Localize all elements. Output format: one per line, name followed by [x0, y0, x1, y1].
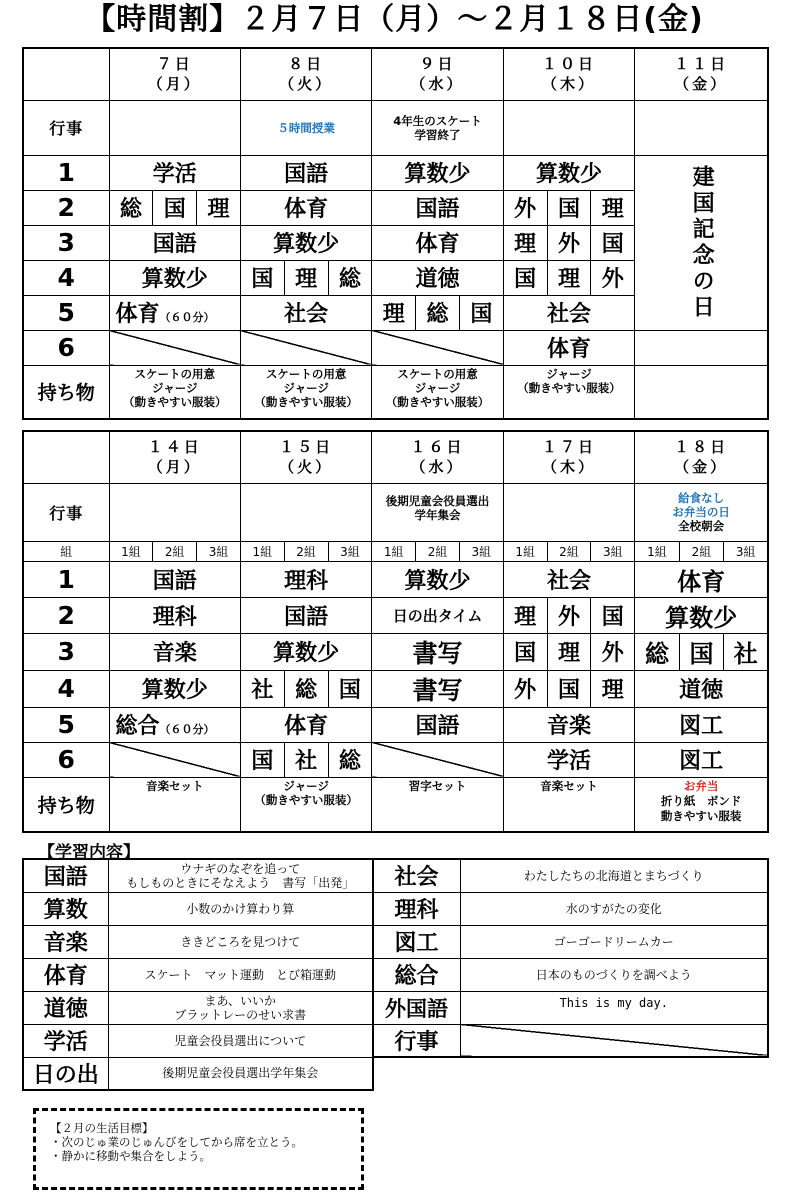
period-number: 5 [23, 295, 109, 330]
lesson-cell: 国 [153, 190, 197, 225]
lesson-cell: 総 [416, 295, 460, 330]
lesson-cell: 理 [284, 260, 328, 295]
subject-content: 後期児童会役員選出学年集会 [108, 1057, 373, 1090]
lesson-cell: 外 [591, 633, 635, 670]
lesson-cell: 理 [503, 225, 547, 260]
event-label: 行事 [23, 483, 109, 541]
subject-name: 理科 [373, 892, 461, 925]
subject-content: 児童会役員選出について [108, 1024, 373, 1057]
lesson-cell: 総 [284, 670, 328, 707]
event-cell [109, 483, 240, 541]
items-cell: スケートの用意 ジャージ （動きやすい服装） [109, 365, 240, 419]
lesson-cell: 音楽 [503, 707, 634, 742]
learning-table-left [22, 858, 374, 1091]
class-header: 3組 [459, 541, 503, 561]
lesson-cell: 社 [240, 670, 284, 707]
class-header: 2組 [547, 541, 591, 561]
lesson-cell: 社 [724, 633, 768, 670]
lesson-cell: 理 [547, 260, 591, 295]
lesson-cell: 音楽 [109, 633, 240, 670]
subject-content: 水のすがたの変化 [461, 892, 768, 925]
lesson-cell: 算数少 [503, 155, 634, 190]
subject-name: 総合 [373, 958, 461, 991]
page-title: 【時間割】２月７日（月）～２月１８日(金) [85, 2, 704, 37]
goals-title: 【２月の生活目標】 [50, 1121, 154, 1135]
lesson-cell: 体育 [240, 707, 371, 742]
lesson-cell: 社会 [503, 561, 634, 597]
lesson-cell: 総 [109, 190, 153, 225]
event-assembly: 全校朝会 [678, 519, 725, 533]
items-label: 持ち物 [23, 365, 109, 419]
lesson-cell: 学活 [503, 742, 634, 777]
period-number: 1 [23, 155, 109, 190]
period-number: 3 [23, 633, 109, 670]
subject-content: This is my day. [461, 991, 768, 1024]
lesson-cell: 国語 [240, 155, 371, 190]
event-cell: ５時間授業 [240, 100, 371, 155]
day-header: １４日 （月） [109, 431, 240, 483]
lesson-cell: 外 [503, 670, 547, 707]
lesson-cell: 社 [284, 742, 328, 777]
lesson-cell: 図工 [635, 707, 768, 742]
period-number: 1 [23, 561, 109, 597]
items-cell [635, 365, 768, 419]
period-number: 2 [23, 597, 109, 633]
lesson-cell: 外 [547, 597, 591, 633]
holiday-label: 建国記念の日 [689, 164, 715, 321]
event-cell: 後期児童会役員選出 学年集会 [372, 483, 503, 541]
subject-name: 外国語 [373, 991, 461, 1024]
lesson-cell: 国 [591, 597, 635, 633]
lesson-cell: 理 [591, 670, 635, 707]
class-header: 2組 [416, 541, 460, 561]
lesson-cell: 社会 [503, 295, 634, 330]
event-cell [503, 483, 634, 541]
lesson-cell: 道徳 [372, 260, 503, 295]
subject-name: 社会 [373, 859, 461, 892]
learning-table-right [372, 858, 769, 1058]
day-header: １５日 （火） [240, 431, 371, 483]
lesson-cell: 国 [547, 190, 591, 225]
lesson-cell: 国語 [372, 707, 503, 742]
holiday-cell [635, 155, 768, 330]
items-cell: 音楽セット [109, 777, 240, 832]
lesson-cell: 国語 [109, 225, 240, 260]
subject-content: ききどころを見つけて [108, 925, 373, 958]
lesson-cell: 国語 [240, 597, 371, 633]
subject-content: わたしたちの北海道とまちづくり [461, 859, 768, 892]
items-cell: 音楽セット [503, 777, 634, 832]
empty-slot [109, 742, 240, 777]
items-cell: ジャージ （動きやすい服装） [240, 777, 371, 832]
lesson-cell: 算数少 [240, 633, 371, 670]
lesson-cell: 理 [547, 633, 591, 670]
lesson-cell: 学活 [109, 155, 240, 190]
lesson-cell: 算数少 [240, 225, 371, 260]
class-header: 3組 [724, 541, 768, 561]
lesson-cell: 算数少 [372, 561, 503, 597]
empty-slot [372, 742, 503, 777]
subject-name: 道徳 [23, 991, 108, 1024]
event-cell [109, 100, 240, 155]
class-header: 2組 [153, 541, 197, 561]
class-label: 組 [23, 541, 109, 561]
lesson-cell: 国語 [109, 561, 240, 597]
items-cell: ジャージ （動きやすい服装） [503, 365, 634, 419]
items-lunchbox: お弁当 [683, 778, 719, 793]
goal-line: ・次のじゅ業のじゅんびをしてから席を立とう。 [50, 1135, 303, 1149]
class-header: 3組 [591, 541, 635, 561]
day-header: ９日 （水） [372, 48, 503, 100]
lesson-cell: 国 [591, 225, 635, 260]
day-header: １６日 （水） [372, 431, 503, 483]
subject-name: 行事 [373, 1024, 461, 1057]
day-header: ７日 （月） [109, 48, 240, 100]
lesson-cell: 外 [591, 260, 635, 295]
class-header: 3組 [328, 541, 372, 561]
subject-content [461, 1024, 768, 1057]
class-header: 2組 [284, 541, 328, 561]
event-cell [240, 483, 371, 541]
items-cell: スケートの用意 ジャージ （動きやすい服装） [372, 365, 503, 419]
timetable-week2 [22, 430, 769, 833]
lesson-cell: 体育 [372, 225, 503, 260]
class-header: 1組 [372, 541, 416, 561]
lesson-cell: 体育 [635, 561, 768, 597]
lesson-cell: 外 [503, 190, 547, 225]
class-header: 2組 [679, 541, 724, 561]
period-number: 2 [23, 190, 109, 225]
event-lunch-note: 給食なし お弁当の日 [672, 491, 730, 519]
lesson-cell: 体育（６０分） [109, 295, 240, 330]
lesson-cell: 算数少 [372, 155, 503, 190]
lesson-cell: 国 [240, 742, 284, 777]
items-crafts: 折り紙 ボンド 動きやすい服装 [660, 793, 742, 823]
empty-slot [240, 330, 371, 365]
items-cell [635, 777, 768, 832]
day-header: １７日 （木） [503, 431, 634, 483]
lesson-cell: 総 [328, 742, 372, 777]
lesson-cell: 総 [328, 260, 372, 295]
lesson-cell: 国 [240, 260, 284, 295]
lesson-cell: 書写 [372, 633, 503, 670]
subject-content: スケート マット運動 とび箱運動 [108, 958, 373, 991]
lesson-cell: 理 [503, 597, 547, 633]
lesson-note: （６０分） [159, 723, 215, 736]
lesson-cell: 日の出タイム [372, 597, 503, 633]
subject-name: 日の出 [23, 1057, 108, 1090]
lesson-cell: 国 [328, 670, 372, 707]
subject-content: ゴーゴードリームカー [461, 925, 768, 958]
lesson-cell: 理科 [240, 561, 371, 597]
subject-name: 学活 [23, 1024, 108, 1057]
lesson-note: （６０分） [159, 311, 215, 324]
class-header: 1組 [240, 541, 284, 561]
period-number: 6 [23, 330, 109, 365]
lesson-cell: 算数少 [109, 260, 240, 295]
lesson-cell: 理科 [109, 597, 240, 633]
lesson-cell: 書写 [372, 670, 503, 707]
event-cell [503, 100, 634, 155]
day-header: １８日 （金） [635, 431, 768, 483]
period-number: 3 [23, 225, 109, 260]
class-header: 3組 [197, 541, 241, 561]
empty-slot [635, 330, 768, 365]
lesson-cell: 体育 [503, 330, 634, 365]
timetable-week1 [22, 47, 769, 420]
subject-name: 図工 [373, 925, 461, 958]
day-header: ８日 （火） [240, 48, 371, 100]
lesson-cell: 体育 [240, 190, 371, 225]
day-header: １１日 （金） [635, 48, 768, 100]
goal-line: ・静かに移動や集合をしよう。 [50, 1149, 211, 1163]
lesson-cell: 国 [547, 670, 591, 707]
event-cell [635, 100, 768, 155]
monthly-goals-box [33, 1108, 364, 1190]
lesson-cell: 国 [679, 633, 724, 670]
period-number: 4 [23, 670, 109, 707]
subject-content: 小数のかけ算わり算 [108, 892, 373, 925]
class-header: 1組 [109, 541, 153, 561]
corner-cell [23, 48, 109, 100]
learning-label: 【学習内容】 [38, 843, 140, 863]
empty-slot [109, 330, 240, 365]
subject-name: 算数 [23, 892, 108, 925]
subject-content: まあ、いいか ブラットレーのせい求書 [108, 991, 373, 1024]
items-cell: スケートの用意 ジャージ （動きやすい服装） [240, 365, 371, 419]
items-label: 持ち物 [23, 777, 109, 832]
lesson-cell: 理 [591, 190, 635, 225]
subject-content: ウナギのなぞを追って もしものときにそなえよう 書写「出発」 [108, 859, 373, 892]
empty-slot [372, 330, 503, 365]
lesson-cell: 国 [503, 633, 547, 670]
lesson-cell: 理 [197, 190, 241, 225]
day-header: １０日 （木） [503, 48, 634, 100]
lesson-cell: 図工 [635, 742, 768, 777]
corner-cell [23, 431, 109, 483]
lesson-cell: 総合（６０分） [109, 707, 240, 742]
lesson-cell: 総 [635, 633, 680, 670]
lesson-cell: 国 [459, 295, 503, 330]
period-number: 4 [23, 260, 109, 295]
period-number: 5 [23, 707, 109, 742]
class-header: 1組 [503, 541, 547, 561]
lesson-cell: 国 [503, 260, 547, 295]
lesson-cell: 社会 [240, 295, 371, 330]
class-header: 1組 [635, 541, 680, 561]
lesson-cell: 算数少 [109, 670, 240, 707]
subject-content: 日本のものづくりを調べよう [461, 958, 768, 991]
items-cell: 習字セット [372, 777, 503, 832]
event-label: 行事 [23, 100, 109, 155]
event-cell: 4年生のスケート 学習終了 [372, 100, 503, 155]
period-number: 6 [23, 742, 109, 777]
lesson-cell: 理 [372, 295, 416, 330]
lesson-cell: 外 [547, 225, 591, 260]
lesson-cell: 算数少 [635, 597, 768, 633]
subject-name: 音楽 [23, 925, 108, 958]
subject-name: 国語 [23, 859, 108, 892]
lesson-cell: 道徳 [635, 670, 768, 707]
subject-name: 体育 [23, 958, 108, 991]
lesson-cell: 国語 [372, 190, 503, 225]
event-cell [635, 483, 768, 541]
